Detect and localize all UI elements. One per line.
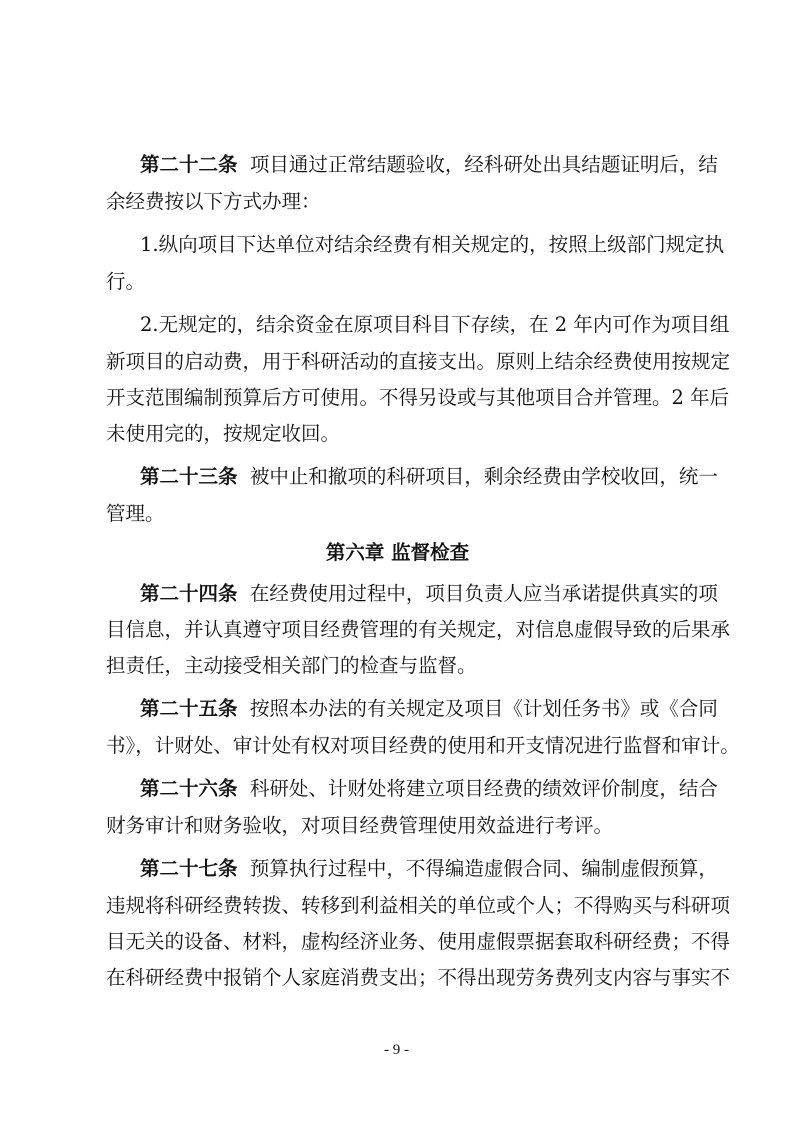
article-22-item-2-line-1: 2.无规定的，结余资金在原项目科目下存续，在 2 年内可作为项目组: [140, 313, 730, 336]
article-22-title: 第二十二条: [140, 153, 238, 176]
article-22-line-1: [140, 153, 718, 177]
article-27-line-2: 违规将科研经费转拨、转移到利益相关的单位或个人；不得购买与科研项: [106, 894, 731, 917]
article-22-line-2: 余经费按以下方式办理：: [106, 190, 321, 213]
article-27-line-4: 在科研经费中报销个人家庭消费支出；不得出现劳务费列支内容与事实不: [106, 966, 731, 989]
article-27-title: 第二十七条: [140, 857, 238, 880]
article-25-line-2: 书》，计财处、审计处有权对项目经费的使用和开支情况进行监督和审计。: [106, 734, 740, 757]
article-22-item-2-line-4: 未使用完的，按规定收回。: [106, 422, 341, 445]
article-25-title: 第二十五条: [140, 697, 238, 720]
article-22-text: 项目通过正常结题验收，经科研处出具结题证明后，结: [249, 153, 718, 176]
article-26-title: 第二十六条: [140, 777, 238, 800]
article-22-item-1-line-2: 行。: [106, 270, 146, 293]
article-24-title: 第二十四条: [140, 582, 238, 605]
article-24-text: 在经费使用过程中，项目负责人应当承诺提供真实的项: [249, 582, 718, 605]
article-22-item-2-line-2: 新项目的启动费，用于科研活动的直接支出。原则上结余经费使用按规定: [106, 350, 731, 373]
article-24-line-3: 担责任，主动接受相关部门的检查与监督。: [106, 654, 477, 677]
article-23-title: 第二十三条: [140, 465, 238, 488]
article-26-line-1: [140, 777, 718, 801]
article-23-line-1: [140, 465, 718, 489]
article-25-text: 按照本办法的有关规定及项目《计划任务书》或《合同: [249, 697, 718, 720]
article-26-text: 科研处、计财处将建立项目经费的绩效评价制度，结合: [249, 777, 718, 800]
article-27-line-1: [140, 857, 718, 881]
article-23-text: 被中止和撤项的科研项目，剩余经费由学校收回，统一: [249, 465, 718, 488]
article-23-line-2: 管理。: [106, 502, 165, 525]
article-27-text: 预算执行过程中，不得编造虚假合同、编制虚假预算，: [249, 857, 718, 880]
article-24-line-1: [140, 582, 718, 606]
article-27-line-3: 目无关的设备、材料，虚构经济业务、使用虚假票据套取科研经费；不得: [106, 930, 731, 953]
chapter-heading: 第六章 监督检查: [325, 541, 470, 564]
article-25-line-1: [140, 697, 718, 721]
article-24-line-2: 目信息，并认真遵守项目经费管理的有关规定，对信息虚假导致的后果承: [106, 618, 731, 641]
page-number: - 9 -: [384, 1042, 409, 1058]
article-26-line-2: 财务审计和财务验收，对项目经费管理使用效益进行考评。: [106, 814, 614, 837]
article-22-item-2-line-3: 开支范围编制预算后方可使用。不得另设或与其他项目合并管理。2 年后: [106, 386, 730, 409]
article-22-item-1-line-1: 1.纵向项目下达单位对结余经费有相关规定的，按照上级部门规定执: [140, 233, 725, 256]
